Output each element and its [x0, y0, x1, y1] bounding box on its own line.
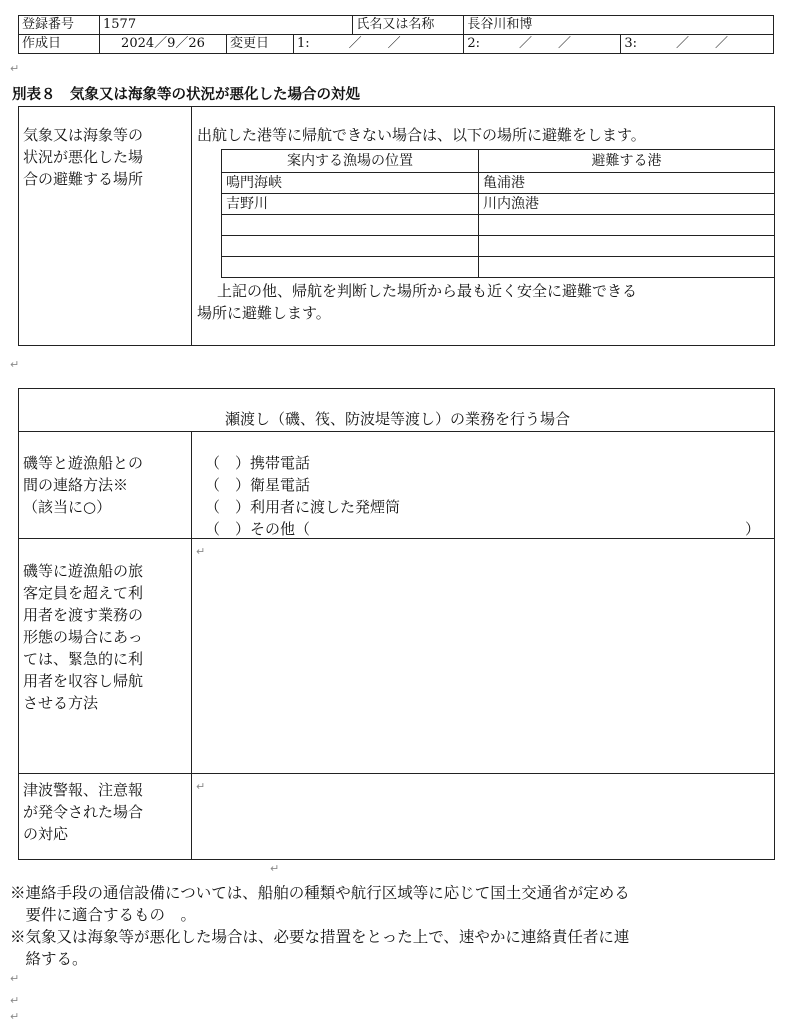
- changed-label: 変更日: [227, 35, 294, 54]
- contact-label-2: 間の連絡方法※: [23, 476, 129, 494]
- contact-label-3: （該当に○）: [23, 498, 112, 516]
- refuge-port-table: [221, 149, 775, 278]
- refuge-divider: [191, 106, 192, 346]
- refuge-label-2: 状況が悪化した場: [23, 148, 144, 166]
- table-row: [222, 194, 775, 215]
- return-mark: ↵: [10, 62, 20, 75]
- tsunami-label-2: が発令された場合: [23, 803, 144, 821]
- note-2-line-2: 絡する。: [10, 950, 88, 968]
- ferry-row-divider: [18, 773, 775, 774]
- registration-label: 登録番号: [19, 16, 100, 35]
- fishing-spot-cell: 吉野川: [222, 194, 479, 215]
- return-mark: ↵: [10, 358, 20, 371]
- registration-number: 1577: [100, 16, 353, 35]
- overcapacity-label-1: 磯等に遊漁船の旅: [23, 562, 144, 580]
- tsunami-label-1: 津波警報、注意報: [23, 781, 144, 799]
- refuge-port-cell: 川内漁港: [479, 194, 775, 215]
- ferry-row-divider: [18, 538, 775, 539]
- contact-label-1: 磯等と遊漁船との: [23, 454, 144, 472]
- refuge-port-cell: [479, 215, 775, 236]
- overcapacity-label-5: ては、緊急的に利: [23, 650, 144, 668]
- fishing-spot-cell: 鳴門海峡: [222, 173, 479, 194]
- change-date-3: 3: ／ ／: [621, 35, 774, 54]
- overcapacity-label-4: 形態の場合にあっ: [23, 628, 143, 646]
- created-date: 2024／9／26: [100, 35, 227, 54]
- note-1-line-2: 要件に適合するもの 。: [10, 906, 197, 924]
- overcapacity-label-2: 客定員を超えて利: [23, 584, 144, 602]
- return-mark: ↵: [270, 862, 280, 875]
- tsunami-label-3: の対応: [23, 825, 69, 843]
- refuge-note-line-1: 上記の他、帰航を判断した場所から最も近く安全に避難できる: [217, 282, 638, 300]
- option-mobile-phone: （ ）携帯電話: [205, 454, 311, 472]
- return-mark: ↵: [10, 1010, 20, 1023]
- name-label: 氏名又は名称: [353, 16, 464, 35]
- change-date-1: 1: ／ ／: [294, 35, 464, 54]
- change-date-2: 2: ／ ／: [464, 35, 621, 54]
- refuge-note-line-2: 場所に避難します。: [197, 304, 331, 322]
- option-other-close: ）: [745, 520, 761, 538]
- refuge-intro: 出航した港等に帰航できない場合は、以下の場所に避難をします。: [197, 126, 646, 144]
- return-mark: ↵: [196, 545, 206, 558]
- option-satellite-phone: （ ）衛星電話: [205, 476, 311, 494]
- ferry-title: 瀬渡し（磯、筏、防波堤等渡し）の業務を行う場合: [224, 410, 570, 428]
- overcapacity-label-3: 用者を渡す業務の: [23, 606, 144, 624]
- column-header-refuge-port: 避難する港: [479, 150, 775, 173]
- overcapacity-label-7: させる方法: [23, 694, 99, 712]
- refuge-port-cell: [479, 236, 775, 257]
- option-smoke-signal: （ ）利用者に渡した発煙筒: [205, 498, 401, 516]
- overcapacity-label-6: 用者を収容し帰航: [23, 672, 144, 690]
- return-mark: ↵: [10, 972, 20, 985]
- ferry-title-divider: [18, 431, 775, 432]
- column-header-fishing-spot: 案内する漁場の位置: [222, 150, 479, 173]
- header-table: [18, 15, 774, 54]
- return-mark: ↵: [10, 994, 20, 1007]
- note-1-line-1: ※連絡手段の通信設備については、船舶の種類や航行区域等に応じて国土交通省が定める: [10, 884, 630, 902]
- refuge-port-cell: [479, 257, 775, 278]
- table-row: [222, 173, 775, 194]
- fishing-spot-cell: [222, 215, 479, 236]
- fishing-spot-cell: [222, 236, 479, 257]
- option-other: （ ）その他（: [205, 520, 311, 538]
- refuge-label-3: 合の避難する場所: [23, 170, 144, 188]
- table-row: [222, 236, 775, 257]
- refuge-port-cell: 亀浦港: [479, 173, 775, 194]
- section-title: 別表８ 気象又は海象等の状況が悪化した場合の対処: [12, 87, 360, 103]
- name-value: 長谷川和博: [464, 16, 774, 35]
- return-mark: ↵: [196, 780, 206, 793]
- refuge-label-1: 気象又は海象等の: [23, 126, 144, 144]
- table-row: [222, 215, 775, 236]
- fishing-spot-cell: [222, 257, 479, 278]
- created-label: 作成日: [19, 35, 100, 54]
- table-row: [222, 257, 775, 278]
- ferry-column-divider: [191, 431, 192, 860]
- note-2-line-1: ※気象又は海象等が悪化した場合は、必要な措置をとった上で、速やかに連絡責任者に連: [10, 928, 630, 946]
